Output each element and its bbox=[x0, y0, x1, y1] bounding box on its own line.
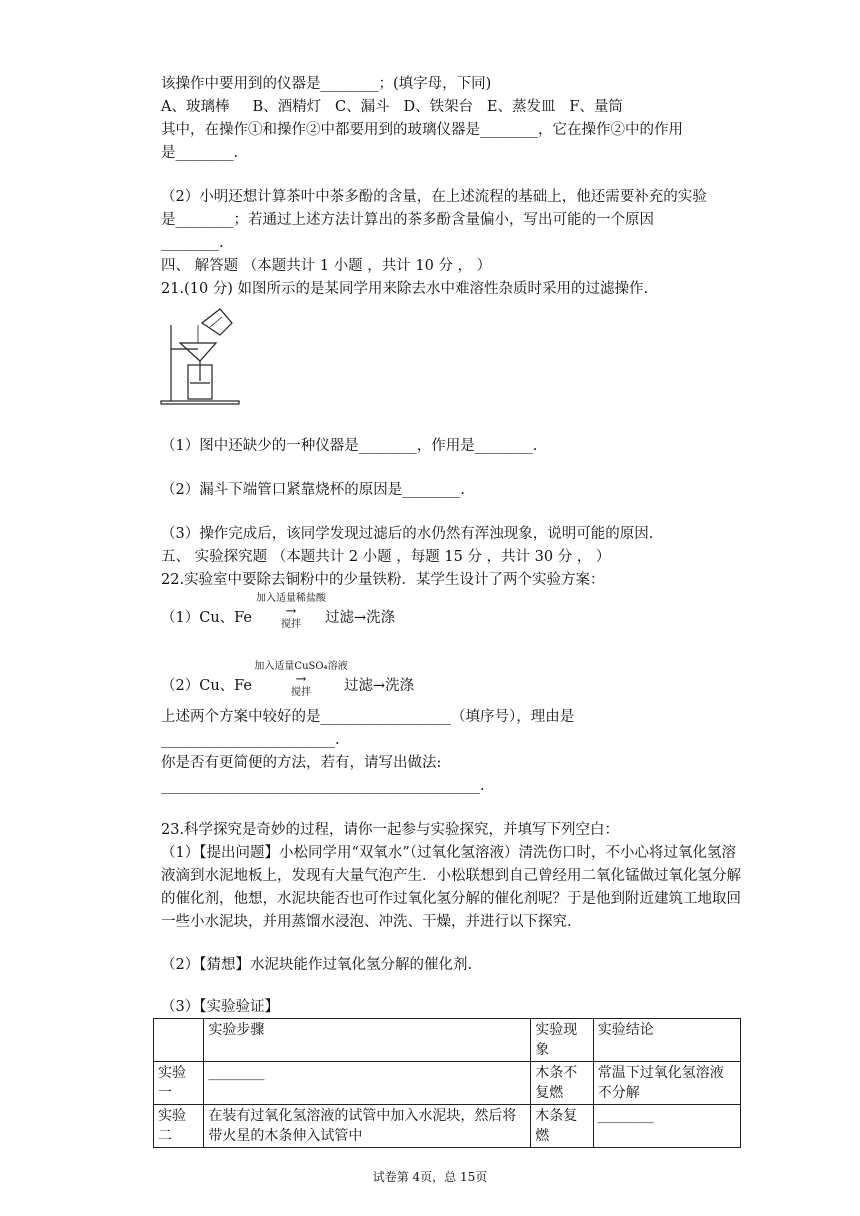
q23-part1: （1）【提出问题】小松同学用“双氧水”（过氧化氢溶液）清洗伤口时，不小心将过氧化氢溶液滴到水泥地板上，发现有大量气泡产生．小松联想到自己曾经用二氧化锰做过氧化氢分解的催化剂，他想，水泥块能否也可作过氧化氢分解的催化剂呢？于是他到附近建筑工地取回一些小水泥块，并用蒸馏水浸泡、冲洗、干燥，并进行以下探究． bbox=[161, 845, 741, 930]
q21-part2: （2）漏斗下端管口紧靠烧杯的原因是________. bbox=[161, 482, 465, 498]
q22-better-scheme: 上述两个方案中较好的是__________________（填序号），理由是 bbox=[161, 709, 575, 725]
scheme-1-arrow-glyph: → bbox=[285, 604, 297, 619]
table-cell: 在装有过氧化氢溶液的试管中加入水泥块，然后将带火星的木条伸入试管中 bbox=[204, 1105, 531, 1148]
q22-reason: ________________________. bbox=[161, 732, 340, 748]
option-f: F、量筒 bbox=[569, 99, 623, 115]
table-header bbox=[154, 1019, 204, 1062]
q22-simpler-method: 你是否有更简便的方法，若有，请写出做法: bbox=[161, 755, 442, 771]
scheme-1-condition: 搅拌 bbox=[281, 619, 301, 630]
q20-part2-line3: ________. bbox=[161, 235, 224, 251]
table-cell: 实验二 bbox=[154, 1105, 204, 1148]
table-header: 实验步骤 bbox=[204, 1019, 531, 1062]
filtration-apparatus-figure bbox=[160, 305, 240, 405]
scheme-1-reagent: 加入适量稀盐酸 bbox=[256, 593, 326, 604]
q20-part2-line1: （2）小明还想计算茶叶中茶多酚的含量，在上述流程的基础上，他还需要补充的实验 bbox=[161, 189, 707, 205]
page-footer: 试卷第 4页，总 15页 bbox=[372, 1170, 488, 1184]
table-cell: ________ bbox=[593, 1105, 740, 1148]
scheme-2-arrow-glyph: → bbox=[295, 672, 307, 687]
option-c: C、漏斗 bbox=[335, 99, 390, 115]
glass-instrument-question: 其中，在操作①和操作②中都要用到的玻璃仪器是________，它在操作②中的作用 bbox=[161, 122, 683, 138]
scheme-1-reactants: （1）Cu、Fe bbox=[161, 610, 253, 626]
q22-method-blank: ____________________________________________. bbox=[161, 778, 485, 794]
q23-part2: （2）【猜想】水泥块能作过氧化氢分解的催化剂. bbox=[161, 957, 473, 973]
option-d: D、铁架台 bbox=[403, 99, 474, 115]
scheme-2-arrow bbox=[241, 660, 361, 699]
instruments-question: 该操作中要用到的仪器是________；(填字母，下同) bbox=[161, 76, 492, 92]
q23-part3: （3）【实验验证】 bbox=[161, 999, 279, 1015]
q21-part3: （3）操作完成后，该同学发现过滤后的水仍然有浑浊现象，说明可能的原因. bbox=[161, 526, 654, 542]
section-4-heading: 四、 解答题 （本题共计 1 小题 ，共计 10 分 ， ） bbox=[161, 258, 492, 274]
scheme-2-reactants: （2）Cu、Fe bbox=[161, 678, 253, 694]
table-header-row bbox=[154, 1019, 741, 1062]
q21-part1: （1）图中还缺少的一种仪器是________，作用是________. bbox=[161, 438, 538, 454]
table-cell: 木条复燃 bbox=[531, 1105, 594, 1148]
table-cell: 常温下过氧化氢溶液不分解 bbox=[593, 1062, 740, 1105]
option-e: E、蒸发皿 bbox=[486, 99, 556, 115]
table-header: 实验现象 bbox=[531, 1019, 594, 1062]
option-b: B、酒精灯 bbox=[252, 99, 322, 115]
section-5-heading: 五、 实验探究题 （本题共计 2 小题 ，每题 15 分 ，共计 30 分 ， ） bbox=[161, 549, 611, 565]
table-header: 实验结论 bbox=[593, 1019, 740, 1062]
option-a: A、玻璃棒 bbox=[161, 99, 230, 115]
scheme-2-reagent: 加入适量CuSO₄溶液 bbox=[254, 661, 348, 672]
q21-stem: 21.(10 分) 如图所示的是某同学用来除去水中难溶性杂质时采用的过滤操作. bbox=[161, 281, 649, 297]
table-cell: 木条不复燃 bbox=[531, 1062, 594, 1105]
table-row bbox=[154, 1105, 741, 1148]
scheme-2 bbox=[161, 660, 481, 704]
scheme-2-condition: 搅拌 bbox=[291, 687, 311, 698]
table-cell: ________ bbox=[204, 1062, 531, 1105]
funnel-cone bbox=[180, 343, 216, 361]
scheme-2-steps: 过滤→洗涤 bbox=[344, 678, 415, 694]
scheme-1-steps: 过滤→洗涤 bbox=[325, 610, 396, 626]
table-row bbox=[154, 1062, 741, 1105]
pouring-beaker bbox=[202, 309, 232, 335]
q23-stem: 23.科学探究是奇妙的过程，请你一起参与实验探究，并填写下列空白： bbox=[161, 822, 620, 838]
instrument-options bbox=[161, 97, 623, 117]
q22-stem: 22.实验室中要除去铜粉中的少量铁粉．某学生设计了两个实验方案： bbox=[161, 572, 605, 588]
scheme-1 bbox=[161, 592, 461, 636]
table-cell: 实验一 bbox=[154, 1062, 204, 1105]
glass-instrument-question-cont: 是________. bbox=[161, 145, 239, 161]
experiment-table bbox=[153, 1018, 741, 1148]
q20-part2-line2: 是________；若通过上述方法计算出的茶多酚含量偏小，写出可能的一个原因 bbox=[161, 212, 654, 228]
stand-base bbox=[161, 401, 239, 404]
